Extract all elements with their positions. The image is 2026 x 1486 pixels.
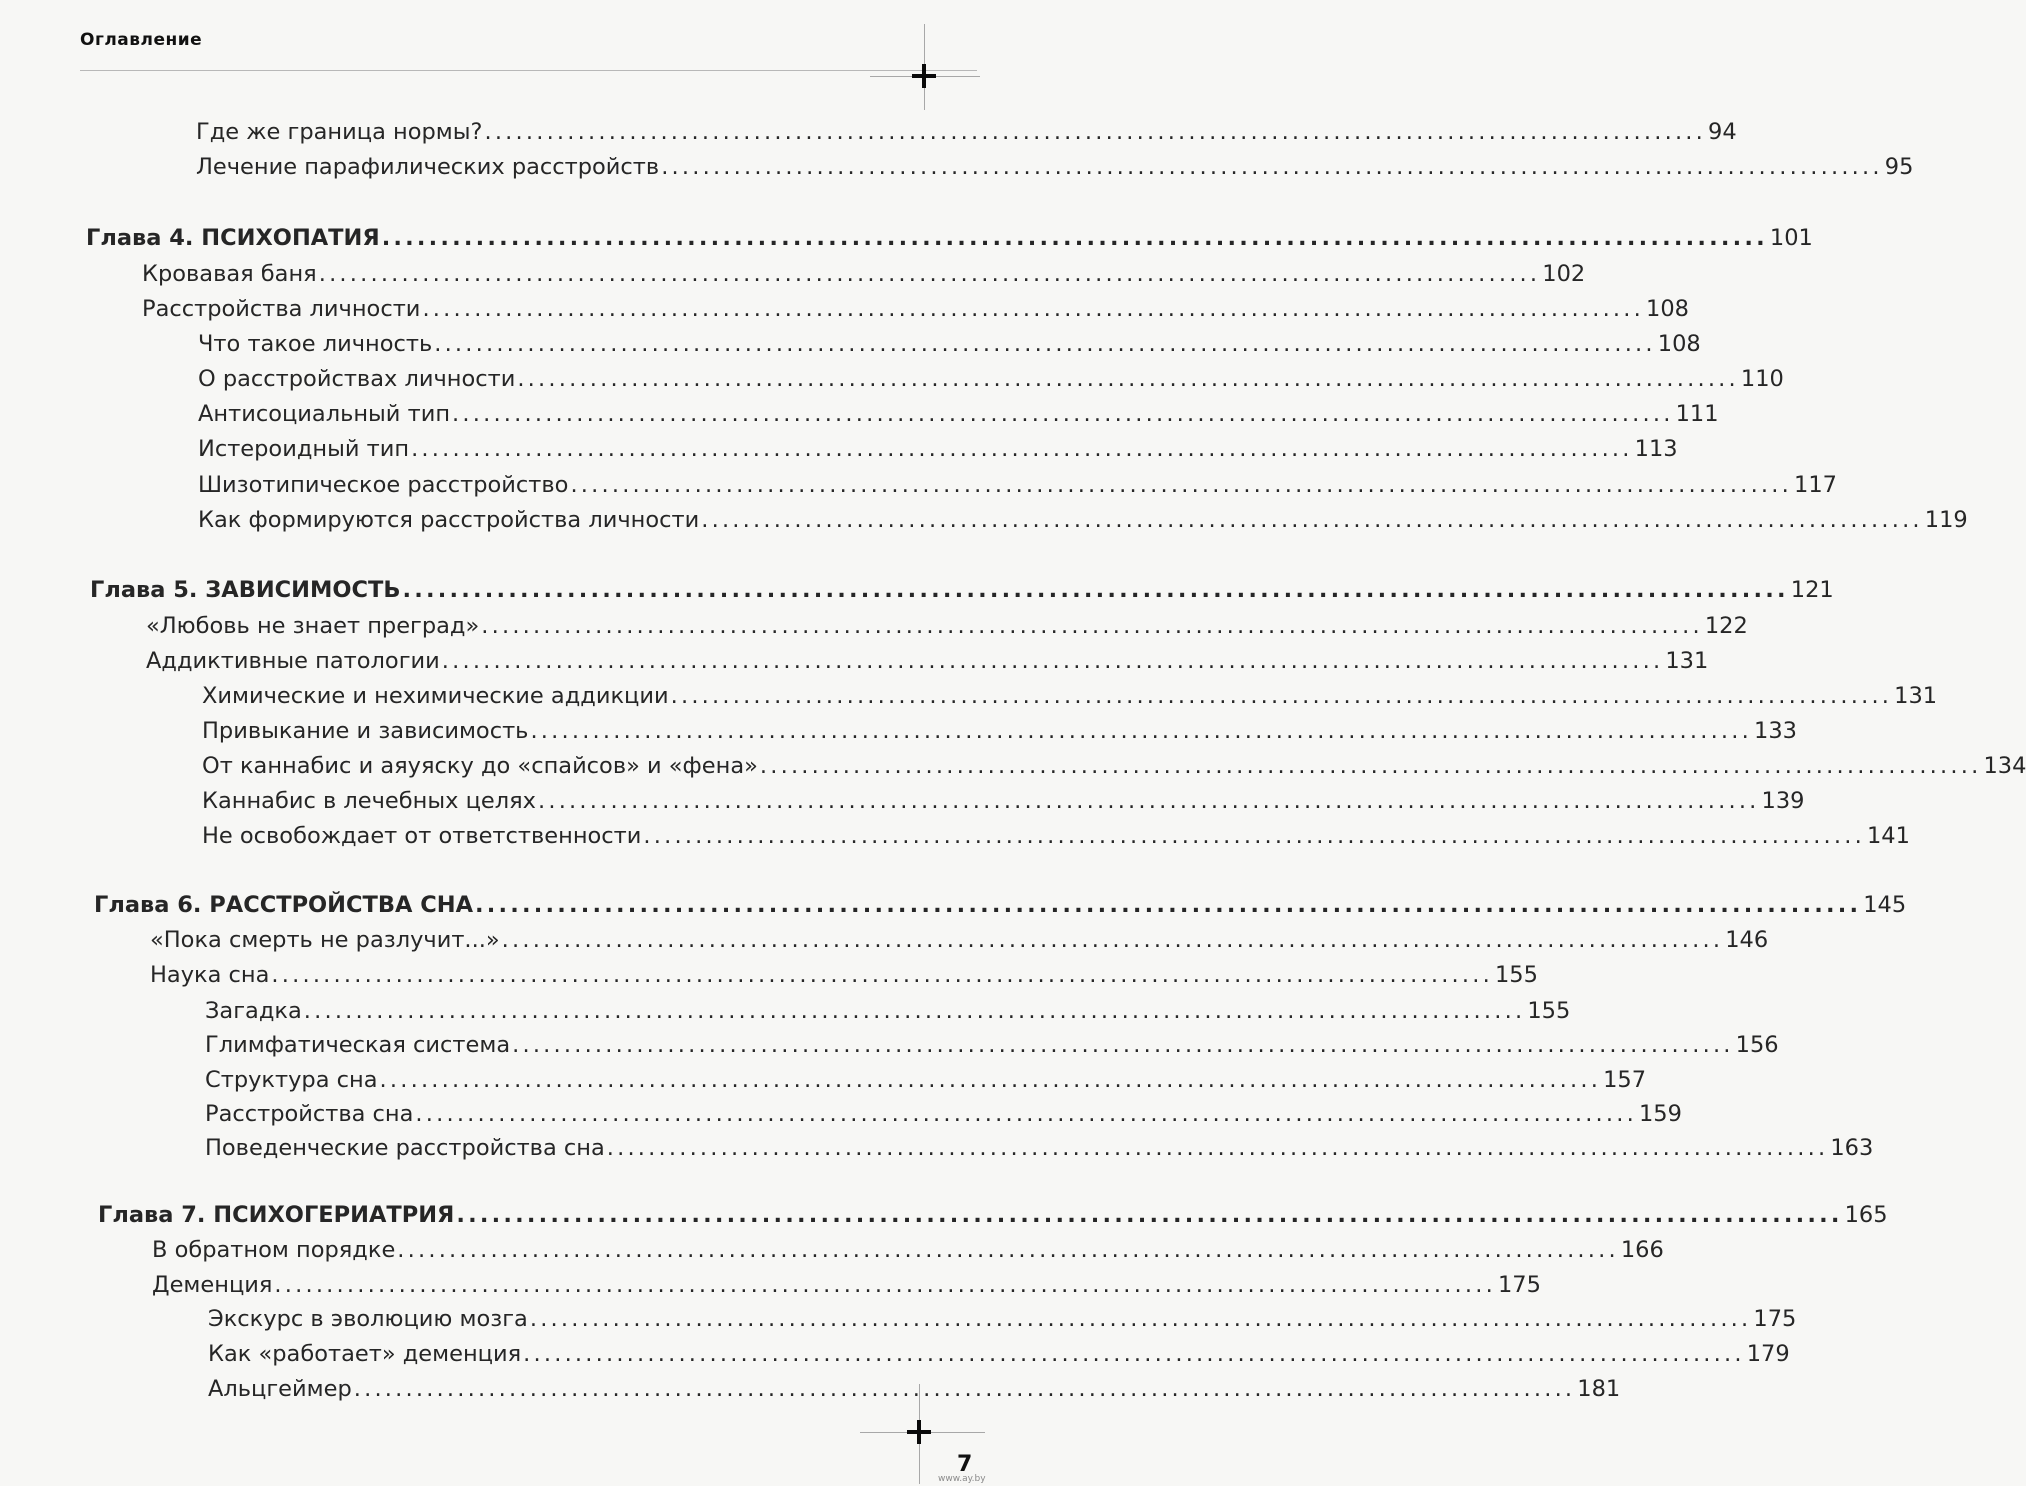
toc-section-title: Аддиктивные патологии — [146, 648, 440, 674]
toc-entry-title: Где же граница нормы? — [196, 119, 483, 145]
toc-page-number: 113 — [1634, 436, 1678, 462]
toc-entry — [202, 716, 1797, 746]
toc-entry — [205, 1065, 1647, 1095]
toc-page-number: 131 — [1894, 683, 1938, 709]
toc-leader-dots: ...................................................................................................................... — [434, 331, 1656, 357]
toc-entry — [205, 1133, 1874, 1163]
toc-section-title: «Пока смерть не разлучит...» — [150, 927, 500, 953]
toc-entry-title: О расстройствах личности — [198, 366, 516, 392]
toc-entry-title: Как формируются расстройства личности — [198, 507, 700, 533]
toc-page-number: 179 — [1746, 1341, 1790, 1367]
toc-leader-dots: ...................................................................................................................... — [452, 401, 1674, 427]
toc-entry-title: Не освобождает от ответственности — [202, 823, 642, 849]
toc-entry-title: Как «работает» деменция — [208, 1341, 522, 1367]
toc-section-title: «Любовь не знает преград» — [146, 613, 480, 639]
toc-entry-title: Альцгеймер — [208, 1376, 352, 1402]
toc-page-number: 117 — [1794, 472, 1837, 498]
toc-entry — [202, 786, 1805, 816]
toc-entry — [202, 751, 2026, 781]
toc-chapter — [86, 223, 1813, 253]
toc-section — [152, 1270, 1541, 1300]
toc-leader-dots: ...................................................................................................................... — [379, 1067, 1602, 1093]
toc-leader-dots: ...................................................................................................................... — [661, 154, 1883, 180]
toc-page-number: 156 — [1735, 1032, 1779, 1058]
toc-entry-title: Истероидный тип — [198, 436, 410, 462]
toc-leader-dots: ...................................................................................................................... — [570, 472, 1792, 498]
toc-leader-dots: ...................................................................................................................... — [501, 927, 1724, 953]
toc-page-number: 146 — [1725, 927, 1769, 953]
toc-entry — [196, 152, 1914, 182]
toc-page-number: 163 — [1830, 1135, 1874, 1161]
toc-entry — [208, 1339, 1790, 1369]
toc-section-title: Наука сна — [150, 962, 270, 988]
toc-entry-title: Шизотипическое расстройство — [198, 472, 569, 498]
toc-entry — [202, 681, 1938, 711]
toc-entry — [208, 1304, 1797, 1334]
toc-section — [142, 294, 1689, 324]
toc-section-title: Кровавая баня — [142, 261, 317, 287]
toc-leader-dots: ...................................................................................................................... — [701, 507, 1923, 533]
page-number: 7 — [957, 1452, 973, 1477]
toc-leader-dots: ...................................................................................................................... — [381, 225, 1768, 251]
toc-page-number: 108 — [1657, 331, 1701, 357]
toc-leader-dots: ...................................................................................................................... — [759, 753, 1982, 779]
toc-leader-dots: ...................................................................................................................... — [523, 1341, 1745, 1367]
toc-chapter — [98, 1200, 1888, 1230]
toc-leader-dots: ...................................................................................................................... — [318, 261, 1541, 287]
toc-page-number: 122 — [1704, 613, 1748, 639]
toc-page-number: 131 — [1665, 648, 1709, 674]
toc-entry — [208, 1374, 1621, 1404]
registration-mark-top — [912, 64, 936, 88]
toc-entry — [205, 1099, 1682, 1129]
toc-entry-title: Привыкание и зависимость — [202, 718, 529, 744]
toc-page-number: 119 — [1924, 507, 1968, 533]
toc-chapter-title: Глава 6. РАССТРОЙСТВА СНА — [94, 892, 474, 918]
toc-section — [152, 1235, 1664, 1265]
toc-leader-dots: ...................................................................................................................... — [402, 577, 1789, 603]
toc-leader-dots: ...................................................................................................................... — [537, 788, 1760, 814]
toc-section — [150, 925, 1769, 955]
toc-leader-dots: ...................................................................................................................... — [475, 892, 1862, 918]
toc-page-number: 134 — [1983, 753, 2026, 779]
toc-page-number: 155 — [1494, 962, 1538, 988]
toc-entry — [196, 117, 1737, 147]
toc-leader-dots: ...................................................................................................................... — [670, 683, 1893, 709]
toc-leader-dots: ...................................................................................................................... — [415, 1101, 1637, 1127]
toc-page-number: 121 — [1790, 577, 1834, 603]
toc-page-number: 155 — [1527, 998, 1571, 1024]
toc-leader-dots: ...................................................................................................................... — [529, 1306, 1752, 1332]
toc-entry-title: Химические и нехимические аддикции — [202, 683, 669, 709]
toc-chapter — [94, 890, 1907, 920]
toc-chapter — [90, 575, 1834, 605]
toc-leader-dots: ...................................................................................................................... — [303, 998, 1526, 1024]
toc-page-number: 175 — [1497, 1272, 1541, 1298]
toc-leader-dots: ...................................................................................................................... — [441, 648, 1664, 674]
toc-entry — [198, 434, 1678, 464]
toc-chapter-title: Глава 4. ПСИХОПАТИЯ — [86, 225, 380, 251]
toc-entry-title: Лечение парафилических расстройств — [196, 154, 660, 180]
toc-page-number: 133 — [1754, 718, 1797, 744]
toc-page-number: 102 — [1542, 261, 1586, 287]
toc-entry-title: Структура сна — [205, 1067, 378, 1093]
toc-section — [142, 259, 1586, 289]
watermark: www.ay.by — [938, 1474, 986, 1484]
toc-entry — [198, 505, 1968, 535]
toc-leader-dots: ...................................................................................................................... — [353, 1376, 1576, 1402]
toc-section — [146, 611, 1748, 641]
toc-section — [146, 646, 1709, 676]
running-header: Оглавление — [80, 30, 203, 50]
toc-entry — [205, 996, 1571, 1026]
toc-entry-title: От каннабис и аяуяску до «спайсов» и «фена» — [202, 753, 758, 779]
toc-entry — [198, 329, 1701, 359]
toc-page-number: 145 — [1863, 892, 1907, 918]
toc-page-number: 94 — [1708, 119, 1737, 145]
toc-page-number: 159 — [1638, 1101, 1682, 1127]
toc-entry-title: Что такое личность — [198, 331, 433, 357]
toc-leader-dots: ...................................................................................................................... — [481, 613, 1703, 639]
toc-entry-title: Глимфатическая система — [205, 1032, 511, 1058]
toc-section-title: В обратном порядке — [152, 1237, 396, 1263]
toc-section-title: Расстройства личности — [142, 296, 421, 322]
toc-page-number: 139 — [1761, 788, 1805, 814]
toc-leader-dots: ...................................................................................................................... — [484, 119, 1707, 145]
toc-leader-dots: ...................................................................................................................... — [456, 1202, 1843, 1228]
toc-leader-dots: ...................................................................................................................... — [274, 1272, 1496, 1298]
toc-entry-title: Загадка — [205, 998, 302, 1024]
toc-entry-title: Каннабис в лечебных целях — [202, 788, 536, 814]
toc-leader-dots: ...................................................................................................................... — [643, 823, 1865, 849]
toc-section — [150, 960, 1538, 990]
toc-page-number: 157 — [1603, 1067, 1647, 1093]
toc-leader-dots: ...................................................................................................................... — [530, 718, 1752, 744]
toc-entry — [205, 1030, 1779, 1060]
toc-entry — [198, 399, 1719, 429]
toc-entry-title: Расстройства сна — [205, 1101, 414, 1127]
toc-entry — [198, 364, 1784, 394]
header-rule — [80, 70, 977, 71]
registration-mark-bottom — [907, 1420, 931, 1444]
toc-leader-dots: ...................................................................................................................... — [397, 1237, 1619, 1263]
toc-entry-title: Поведенческие расстройства сна — [205, 1135, 605, 1161]
toc-entry-title: Экскурс в эволюцию мозга — [208, 1306, 528, 1332]
toc-page-number: 175 — [1753, 1306, 1797, 1332]
toc-page-number: 111 — [1675, 401, 1719, 427]
toc-leader-dots: ...................................................................................................................... — [512, 1032, 1734, 1058]
toc-page-number: 108 — [1646, 296, 1689, 322]
toc-section-title: Деменция — [152, 1272, 273, 1298]
toc-chapter-title: Глава 5. ЗАВИСИМОСТЬ — [90, 577, 401, 603]
toc-page-number: 101 — [1769, 225, 1813, 251]
toc-leader-dots: ...................................................................................................................... — [411, 436, 1633, 462]
toc-page-number: 95 — [1884, 154, 1914, 180]
toc-page-number: 181 — [1577, 1376, 1621, 1402]
toc-page-number: 166 — [1620, 1237, 1664, 1263]
toc-leader-dots: ...................................................................................................................... — [422, 296, 1644, 322]
toc-chapter-title: Глава 7. ПСИХОГЕРИАТРИЯ — [98, 1202, 455, 1228]
toc-entry — [202, 821, 1910, 851]
toc-entry — [198, 470, 1837, 500]
toc-leader-dots: ...................................................................................................................... — [271, 962, 1493, 988]
toc-leader-dots: ...................................................................................................................... — [606, 1135, 1829, 1161]
toc-entry-title: Антисоциальный тип — [198, 401, 451, 427]
toc-leader-dots: ...................................................................................................................... — [517, 366, 1739, 392]
toc-page-number: 110 — [1740, 366, 1784, 392]
toc-page-number: 165 — [1844, 1202, 1888, 1228]
toc-page-number: 141 — [1866, 823, 1910, 849]
